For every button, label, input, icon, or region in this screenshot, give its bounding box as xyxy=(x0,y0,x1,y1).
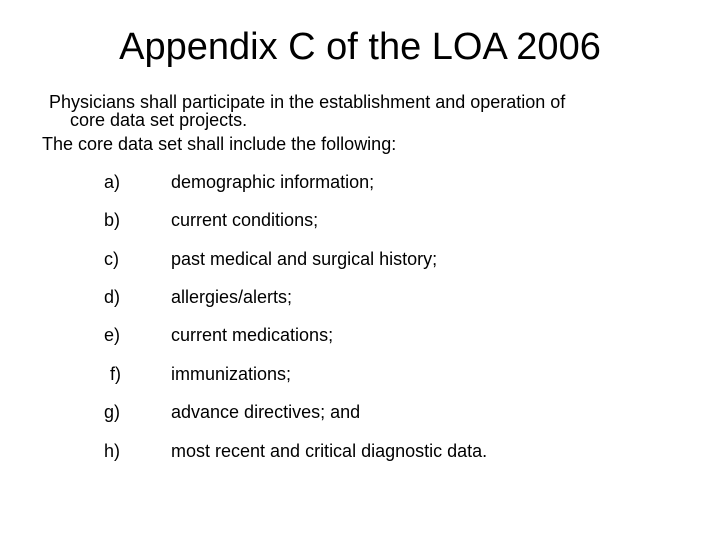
list-item-text: immunizations; xyxy=(171,364,292,384)
list-item-text: demographic information; xyxy=(171,172,375,192)
slide-title: Appendix C of the LOA 2006 xyxy=(119,26,601,68)
list-item-letter: d) xyxy=(104,287,121,307)
list-item-text: past medical and surgical history; xyxy=(171,249,438,269)
list-item-text: advance directives; and xyxy=(171,402,361,422)
list-item-letter: h) xyxy=(104,441,121,461)
list-item-letter: f) xyxy=(110,364,121,384)
intro-line-1: Physicians shall participate in the establishment and operation of xyxy=(49,92,566,112)
list-item-letter: e) xyxy=(104,325,121,345)
list-item-text: current conditions; xyxy=(171,210,319,230)
list-item-text: most recent and critical diagnostic data. xyxy=(171,441,488,461)
list-item-letter: b) xyxy=(104,210,121,230)
intro-line-2: core data set projects. xyxy=(70,110,248,130)
list-item-text: current medications; xyxy=(171,325,334,345)
list-item-letter: c) xyxy=(104,249,119,269)
list-item-letter: a) xyxy=(104,172,121,192)
intro-line-3: The core data set shall include the following: xyxy=(42,134,397,154)
list-item-text: allergies/alerts; xyxy=(171,287,293,307)
list-item-letter: g) xyxy=(104,402,121,422)
